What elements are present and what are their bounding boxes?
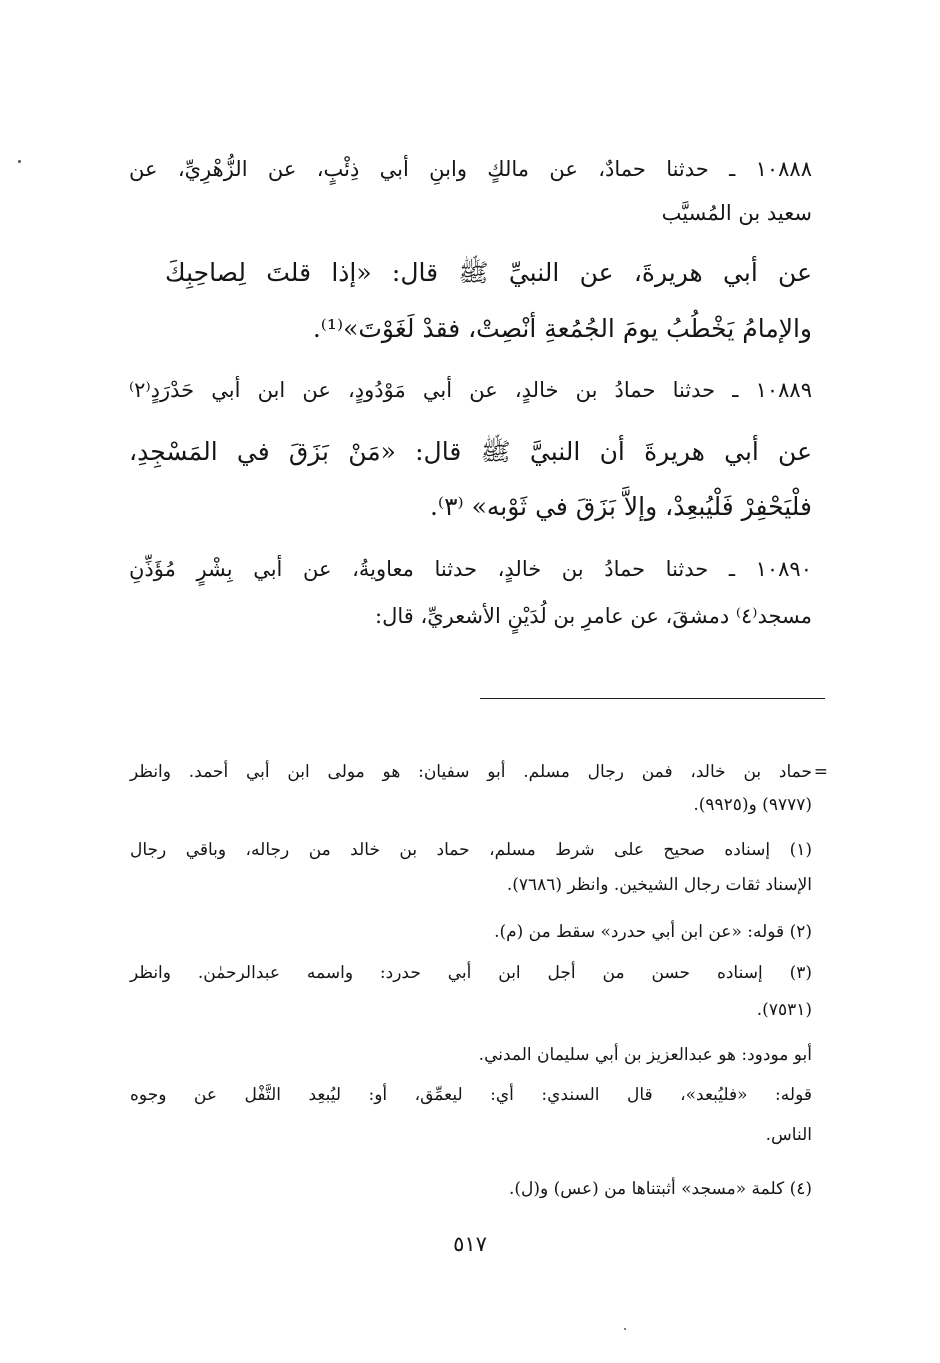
page-number: ٥١٧ (453, 1232, 487, 1256)
hadith-10889-matn-line-1: عن أبي هريرةَ أن النبيَّ ﷺ قال: «مَنْ بَزَقَ في المَسْجِدِ، (129, 437, 812, 466)
hadith-10890-isnad-line-1: ١٠٨٩٠ ـ حدثنا حمادُ بن خالدٍ، حدثنا معاويةُ، عن أبي بِشْرٍ مُؤَذِّنِ (129, 557, 812, 581)
footnote-3-line-4: قوله: «فليُبعد»، قال السندي: أي: ليعمِّق، أو: ليُبعِد التَّفْل عن وجوه (130, 1085, 812, 1105)
footnote-3-line-1: (٣) إسناده حسن من أجل ابن أبي حدرد: واسمه عبدالرحمٰن. وانظر (130, 963, 812, 983)
hadith-10889-isnad-line-1: ١٠٨٨٩ ـ حدثنا حمادُ بن خالدٍ، عن أبي مَوْدُودٍ، عن ابن أبي حَدْرَدٍ⁽٢⁾ (129, 378, 812, 402)
hadith-10888-isnad-line-1: ١٠٨٨٨ ـ حدثنا حمادٌ، عن مالكٍ وابنِ أبي ذِئْبٍ، عن الزُّهْرِيِّ، عن (129, 157, 812, 181)
footnote-3-line-5: الناس. (765, 1125, 812, 1145)
footnote-continuation-line-1: حماد بن خالد، فمن رجال مسلم. أبو سفيان: هو مولى ابن أبي أحمد. وانظر (130, 762, 812, 782)
hadith-10888-isnad-line-2: سعيد بن المُسيَّب (661, 201, 812, 225)
footnote-continuation-line-2: (٩٧٧٧) و(٩٩٢٥). (693, 795, 812, 815)
hadith-10888-matn-line-1: عن أبي هريرةَ، عن النبيِّ ﷺ قال: «إذا قلتَ لِصاحِبِكَ (165, 258, 812, 287)
continuation-mark: = (813, 762, 828, 782)
hadith-10889-matn-line-2: فلْيَحْفِرْ فَلْيُبعِدْ، وإلاَّ بَزَقَ في ثَوْبه» ⁽٣⁾. (429, 492, 812, 521)
footnote-separator (480, 698, 825, 699)
footnote-3-line-2: (٧٥٣١). (756, 1000, 812, 1020)
scan-speck (624, 1328, 626, 1330)
footnote-1-line-2: الإسناد ثقات رجال الشيخين. وانظر (٧٦٨٦). (506, 875, 812, 895)
footnote-4-line-1: (٤) كلمة «مسجد» أثبتناها من (عس) و(ل). (509, 1179, 812, 1199)
hadith-10890-isnad-line-2: مسجد⁽٤⁾ دمشقَ، عن عامرِ بن لُدَيْنٍ الأشعريِّ، قال: (375, 604, 812, 628)
footnote-2-line-1: (٢) قوله: «عن ابن أبي حدرد» سقط من (م). (494, 922, 812, 942)
footnote-1-line-1: (١) إسناده صحيح على شرط مسلم، حماد بن خالد من رجاله، وباقي رجال (130, 840, 812, 860)
footnote-3-line-3: أبو مودود: هو عبدالعزيز بن أبي سليمان المدني. (478, 1045, 812, 1065)
hadith-10888-matn-line-2: والإمامُ يَخْطُبُ يومَ الجُمُعةِ أنْصِتْ، فقدْ لَغَوْتَ»⁽¹⁾. (312, 314, 812, 343)
scan-speck (18, 160, 21, 163)
